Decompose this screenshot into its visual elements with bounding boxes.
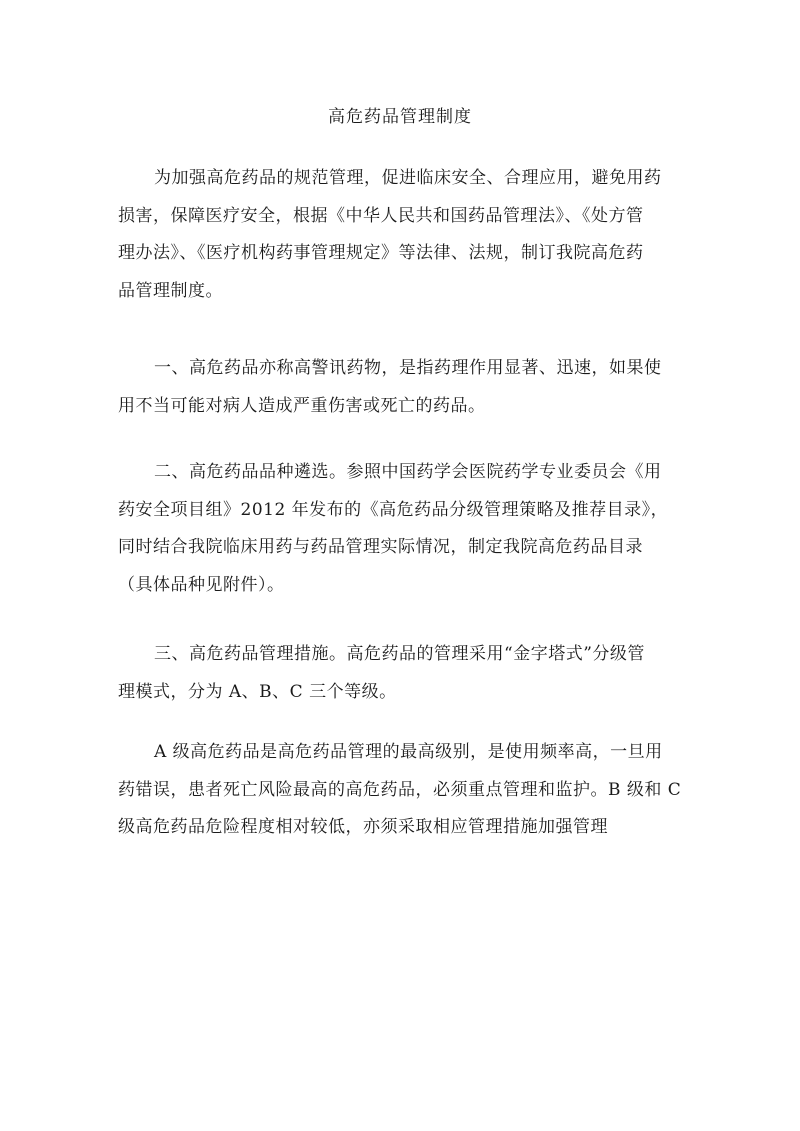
document-title: 高危药品管理制度: [328, 107, 472, 127]
paragraph-line: 一、高危药品亦称高警讯药物，是指药理作用显著、迅速，如果使: [154, 358, 662, 378]
paragraph-line: 二、高危药品品种遴选。参照中国药学会医院药学专业委员会《用: [154, 462, 662, 482]
paragraph-section-1: [118, 350, 692, 425]
paragraph-line: （具体品种见附件）。: [118, 574, 285, 595]
paragraph-grade-a: [118, 734, 692, 847]
paragraph-line: 品管理制度。: [118, 280, 223, 301]
paragraph-line: A 级高危药品是高危药品管理的最高级别，是使用频率高，一旦用: [154, 742, 663, 762]
paragraph-line: 药安全项目组》2012 年发布的《高危药品分级管理策略及推荐目录》，: [118, 499, 669, 520]
paragraph-section-2: [118, 454, 692, 604]
paragraph-line: 为加强高危药品的规范管理，促进临床安全、合理应用，避免用药: [154, 168, 662, 188]
paragraph-section-3: [118, 636, 692, 711]
paragraph-line: 理模式，分为 A、B、C 三个等级。: [118, 681, 397, 702]
paragraph-line: 用不当可能对病人造成严重伤害或死亡的药品。: [118, 395, 486, 416]
paragraph-line: 同时结合我院临床用药与药品管理实际情况，制定我院高危药品目录: [118, 537, 643, 557]
paragraph-line: 药错误，患者死亡风险最高的高危药品，必须重点管理和监护。B 级和 C: [118, 779, 682, 800]
paragraph-intro: [118, 160, 692, 310]
paragraph-line: 三、高危药品管理措施。高危药品的管理采用“金字塔式”分级管: [154, 644, 645, 664]
paragraph-line: 损害，保障医疗安全，根据《中华人民共和国药品管理法》、《处方管: [118, 205, 644, 226]
paragraph-line: 级高危药品危险程度相对较低，亦须采取相应管理措施加强管理: [118, 817, 608, 837]
paragraph-line: 理办法》、《医疗机构药事管理规定》等法律、法规，制订我院高危药: [118, 243, 644, 263]
